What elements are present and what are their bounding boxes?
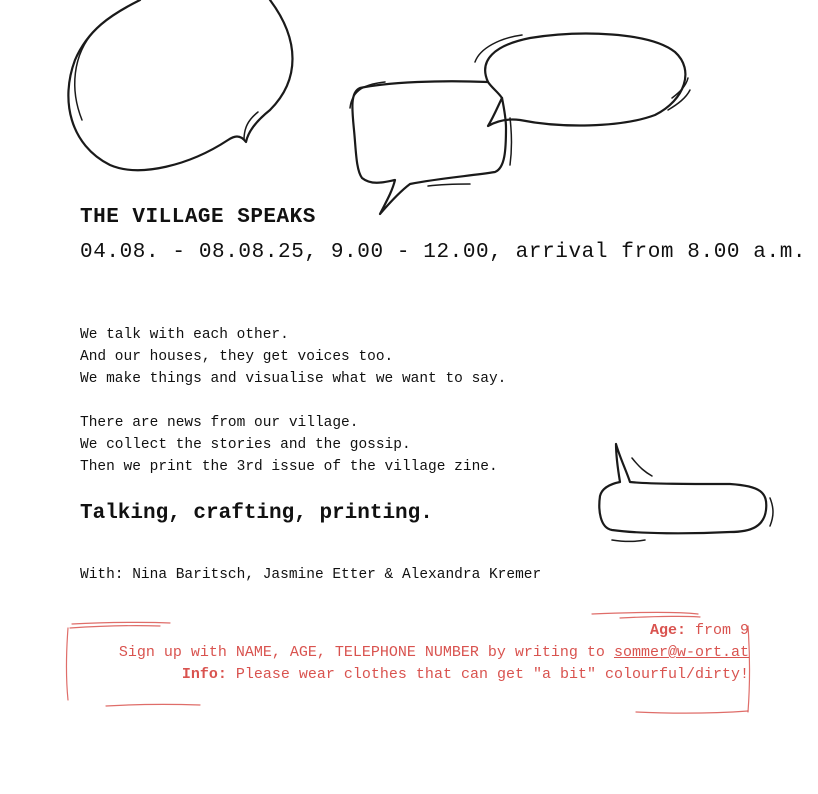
email-link[interactable]: sommer@w-ort.at — [613, 644, 749, 661]
speech-bubble-pair-icon — [350, 34, 690, 214]
credits: With: Nina Baritsch, Jasmine Etter & Alexandra Kremer — [80, 567, 542, 583]
info-text: Please wear clothes that can get "a bit" colourful/dirty! — [235, 666, 749, 683]
age-line — [650, 620, 749, 642]
description-paragraph-2 — [80, 412, 498, 478]
description-paragraph-1 — [80, 324, 506, 390]
age-label: Age: — [649, 622, 686, 639]
event-dates: 04.08. - 08.08.25, 9.00 - 12.00, arrival from 8.00 a.m. — [80, 241, 807, 264]
event-title: THE VILLAGE SPEAKS — [80, 206, 316, 229]
info-box — [70, 618, 749, 708]
description-line: We talk with each other. — [80, 327, 289, 343]
age-value: from 9 — [694, 622, 749, 639]
speech-bubble-small-icon — [599, 444, 773, 542]
speech-bubble-large-icon — [68, 0, 292, 170]
description-line: We collect the stories and the gossip. — [80, 437, 411, 453]
signup-text: Sign up with NAME, AGE, TELEPHONE NUMBER by writing to — [118, 644, 605, 661]
description-line: Then we print the 3rd issue of the village zine. — [80, 459, 498, 475]
tagline: Talking, crafting, printing. — [80, 502, 433, 525]
info-line — [182, 664, 749, 686]
description-line: There are news from our village. — [80, 415, 359, 431]
info-label: Info: — [181, 666, 227, 683]
signup-line — [119, 642, 749, 664]
description-line: And our houses, they get voices too. — [80, 349, 394, 365]
description-line: We make things and visualise what we want to say. — [80, 371, 507, 387]
